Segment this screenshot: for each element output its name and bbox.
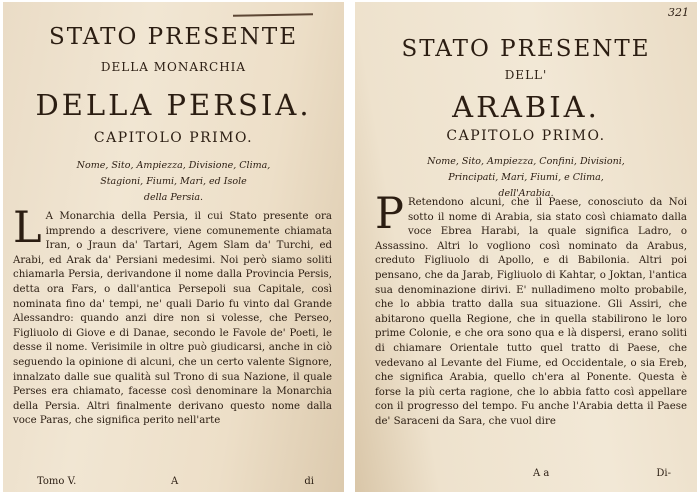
left-body-paragraph: A Monarchia della Persia, il cui Stato presente ora imprendo a descrivere, viene comunemente chiamata Iran, o Jraun da' Tartari, Agem Slam da' Turchi, ed Arabi, ed Arak da' Persiani medesimi. Noi però siamo soliti chiamarla Persia, derivandone il nome dalla Provincia Persis, detta ora Fars, o dall'antica Persepoli sua Capitale, così nominata fino da' tempi, ne' quali Dario fu vinto dal Grande Alessandro: quando anzi dire non si volesse, che Perseo, Figliuolo di Giove e di Danae, secondo le Favole de' Poeti, le desse il nome. Verisimile in oltre può giudicarsi, anche in ciò seguendo la opinione di alcuni, che un certo valente Signore, innalzato dalle sue qualità sul Trono di sua Nazione, il quale Perses era chiamato, facesse così denominare la Monarchia della Persia. Altri finalmente derivano questo nome dalla voce Paras, che significa perito nell'arte [13,211,332,427]
right-chapter-title: CAPITOLO PRIMO. [446,128,606,144]
summary-line: della Persia. [143,192,204,203]
right-heading-arabia: ARABIA. [452,90,600,124]
page-number: 321 [668,6,689,19]
signature-tome: Tomo V. [37,476,77,487]
left-body-text [13,203,332,429]
catchword: Di- [656,468,671,479]
signature-mark: A [171,476,179,487]
left-page [3,2,344,492]
summary-line: Stagioni, Fiumi, Mari, ed Isole [100,176,247,187]
signature-mark: A a [533,468,550,479]
left-chapter-summary [11,158,336,206]
drop-cap: P [375,189,404,239]
summary-line: dell'Arabia. [498,188,554,199]
right-body-paragraph: Retendono alcuni, che il Paese, conosciuto da Noi sotto il nome di Arabia, sia stato così chiamato dalla voce Ebrea Harabi, la quale significa Ladro, o Assassino. Altri lo vogliono così nominato da Arabus, creduto Figliuolo di Apollo, e di Babilonia. Altri poi pensano, che da Jarab, Figliuolo di Kahtar, o Joktan, l'antica sua denominazione dirivi. E' nulladimeno molto probabile, che lo abbia tratto dalla sua situazione. Gli Assiri, che abitarono quella Regione, che in quella stabilirono le loro prime Colonie, e che ora sono qua e là dispersi, erano soliti di chiamare Orientale tutto quel tratto di Paese, che vedevano al Levante del Fiume, ed Occidentale, o sia Ereb, che significa Arabia, quello ch'era al Ponente. Questa è forse la più certa ragione, che lo abbia fatto così appellare con il progresso del tempo. Fu anche l'Arabia detta il Paese de' Saraceni da Sara, che vuol dire [375,197,687,427]
drop-cap: L [13,203,42,253]
summary-line: Nome, Sito, Ampiezza, Divisione, Clima, [76,160,271,171]
catchword: di [304,476,314,487]
right-chapter-summary [363,154,689,202]
right-page [355,2,697,492]
summary-line: Nome, Sito, Ampiezza, Confini, Divisioni, [427,156,625,167]
printed-rule [233,13,313,16]
left-chapter-title: CAPITOLO PRIMO. [93,130,254,146]
summary-line: Principati, Mari, Fiumi, e Clima, [448,172,604,183]
left-heading-monarchia: DELLA MONARCHIA [100,60,247,74]
right-heading-stato: STATO PRESENTE [401,36,651,62]
left-heading-stato: STATO PRESENTE [48,24,299,50]
right-heading-dell: DELL' [504,68,548,82]
left-heading-persia: DELLA PERSIA. [35,88,312,122]
